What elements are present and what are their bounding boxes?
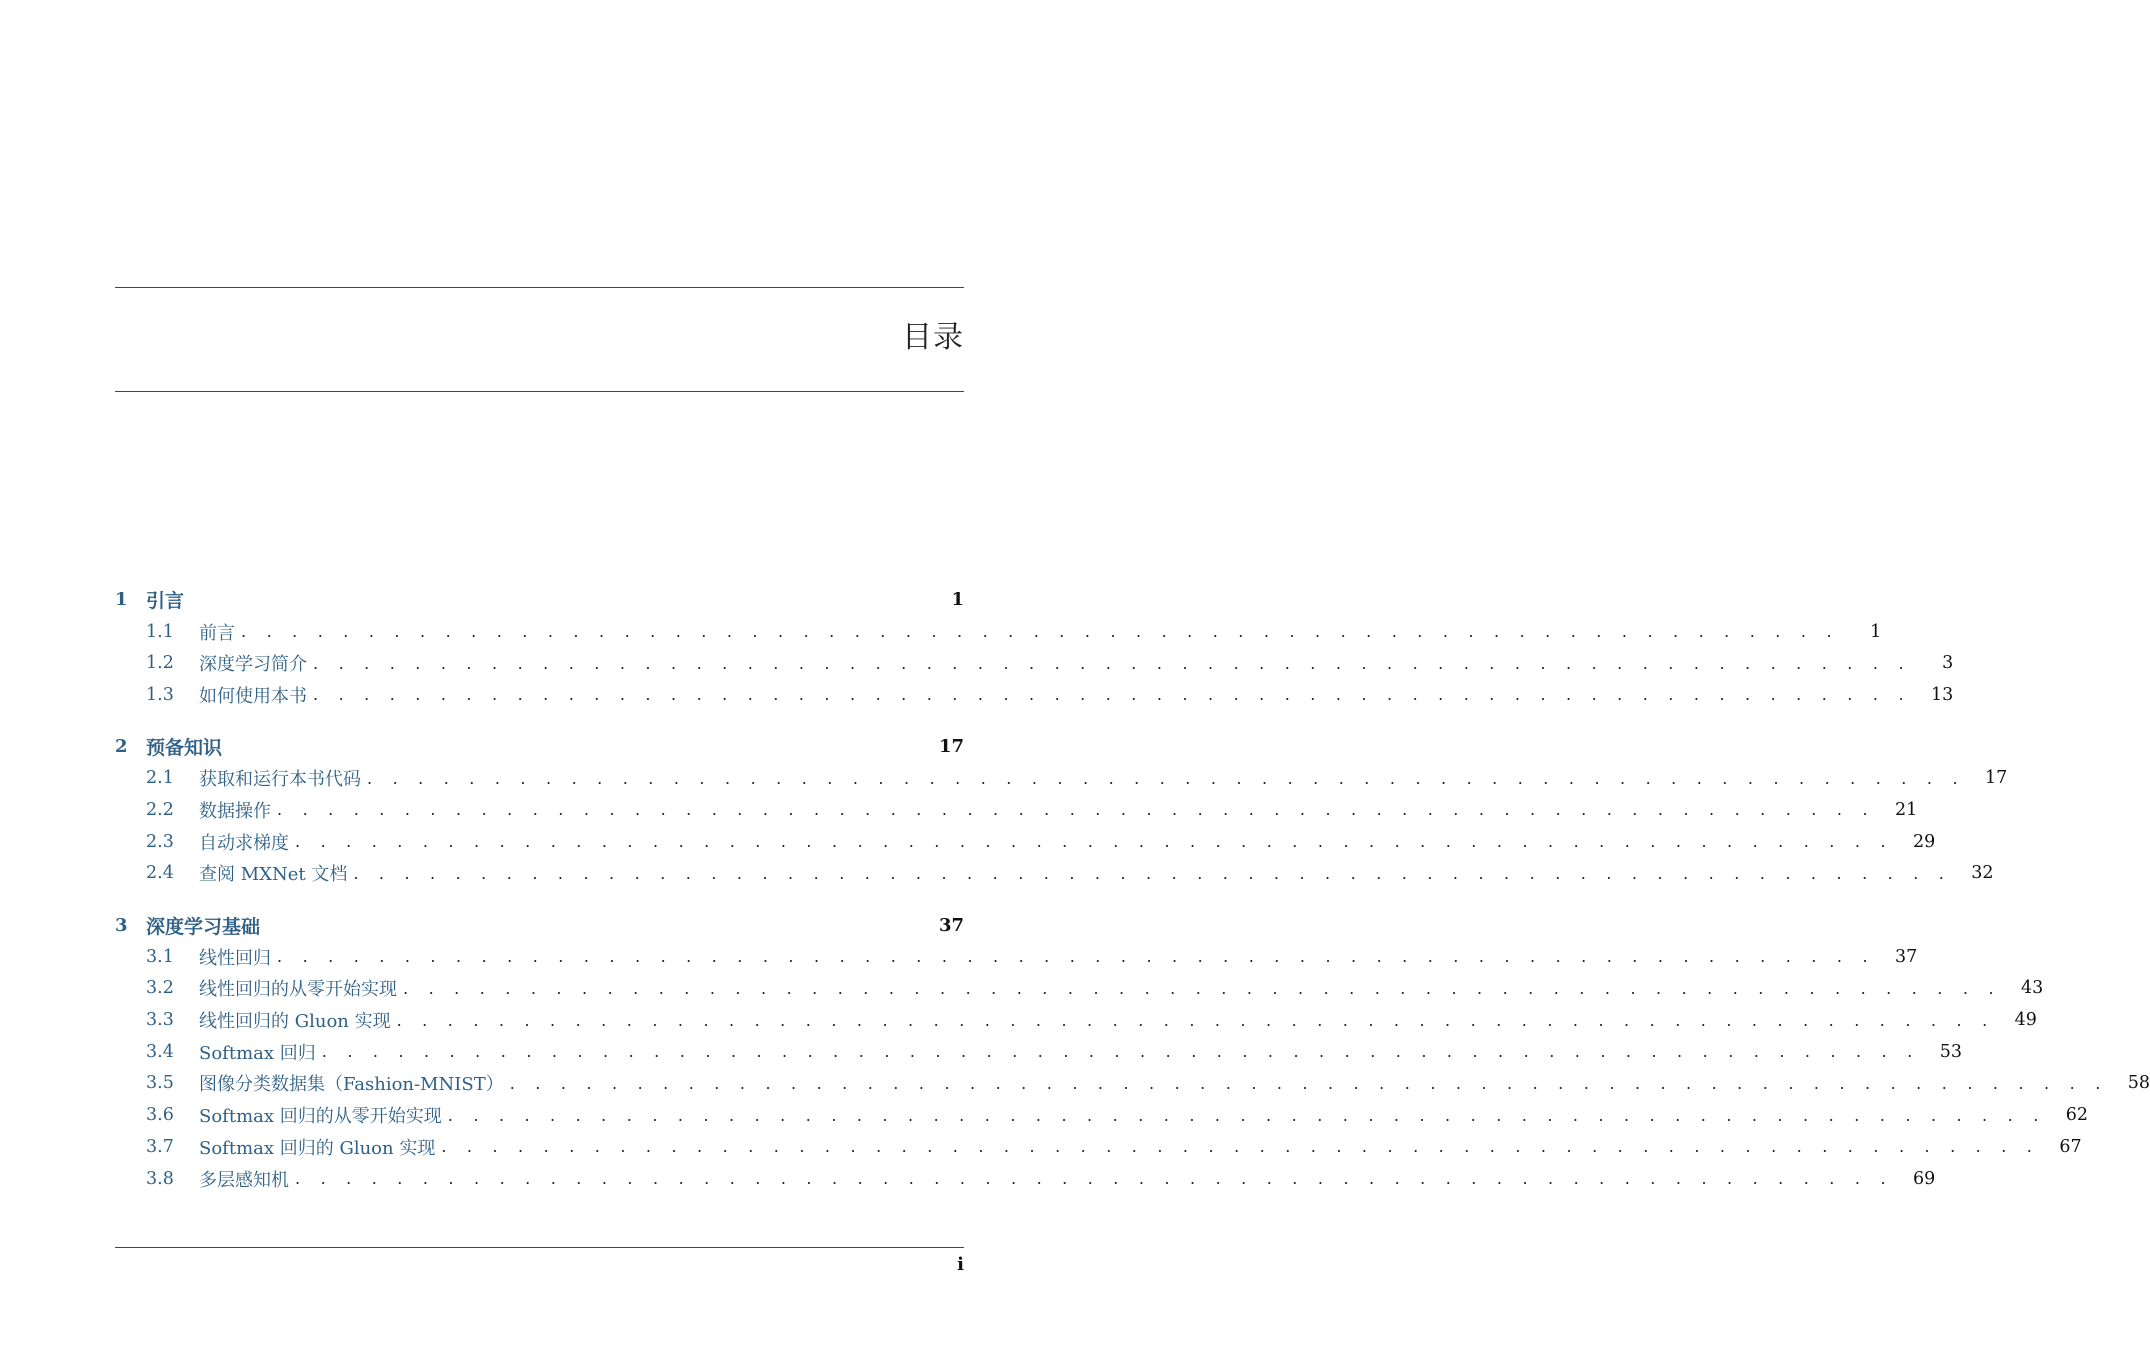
dot-leader: . . . . . . . . . . . . . . . . . . . . . . . . . . . . . . . . . . . . . . . . . . . . . . . . . . . . . . . . . . . . . . .: [367, 768, 1966, 788]
section-title[interactable]: Softmax 回归: [199, 1042, 316, 1064]
section-title[interactable]: 前言: [199, 622, 235, 644]
section-page-number: 53: [1939, 1041, 1962, 1062]
dot-leader: . . . . . . . . . . . . . . . . . . . . . . . . . . . . . . . . . . . . . . . . . . . . . . . . . . . . . . . . . . . . . . .: [241, 622, 1840, 642]
dot-leader: . . . . . . . . . . . . . . . . . . . . . . . . . . . . . . . . . . . . . . . . . . . . . . . . . . . . . . . . . . . . . . .: [313, 653, 1912, 673]
chapter-title[interactable]: 深度学习基础: [146, 915, 261, 938]
section-page-number: 58: [2127, 1073, 2150, 1094]
dot-leader: . . . . . . . . . . . . . . . . . . . . . . . . . . . . . . . . . . . . . . . . . . . . . . . . . . . . . . . . . . . . . . .: [321, 1042, 1920, 1062]
chapter-entry[interactable]: [115, 584, 964, 616]
section-page-number: 43: [2020, 978, 2044, 999]
section-number: 1.1: [146, 621, 174, 642]
section-entry[interactable]: [115, 1131, 2082, 1163]
section-number: 3.4: [146, 1041, 174, 1062]
section-entry[interactable]: [115, 1036, 1962, 1068]
section-number: 3.6: [146, 1105, 174, 1126]
footer-rule: [115, 1247, 964, 1248]
section-number: 2.1: [146, 768, 174, 789]
section-number: 2.4: [146, 863, 174, 884]
section-page-number: 3: [1942, 653, 1954, 674]
dot-leader: . . . . . . . . . . . . . . . . . . . . . . . . . . . . . . . . . . . . . . . . . . . . . . . . . . . . . . . . . . . . . . .: [313, 685, 1912, 705]
chapter-3: [115, 909, 2150, 1194]
section-number: 3.7: [146, 1136, 174, 1157]
dot-leader: . . . . . . . . . . . . . . . . . . . . . . . . . . . . . . . . . . . . . . . . . . . . . . . . . . . . . . . . . . . . . . .: [441, 1137, 2040, 1157]
chapter-entry[interactable]: [115, 731, 964, 763]
chapter-title[interactable]: 预备知识: [146, 737, 223, 760]
section-number: 2.2: [146, 799, 174, 820]
section-number: 2.3: [146, 831, 174, 852]
section-entry[interactable]: [115, 679, 1954, 711]
section-title[interactable]: 线性回归: [199, 947, 271, 969]
section-entry[interactable]: [115, 826, 1936, 858]
section-page-number: 32: [1971, 863, 1994, 884]
dot-leader: . . . . . . . . . . . . . . . . . . . . . . . . . . . . . . . . . . . . . . . . . . . . . . . . . . . . . . . . . . . . . . .: [509, 1073, 2108, 1093]
section-number: 3.1: [146, 946, 174, 967]
section-page-number: 21: [1894, 799, 1918, 820]
chapter-page-number: 37: [938, 914, 964, 936]
section-title[interactable]: 自动求梯度: [199, 832, 289, 854]
section-title[interactable]: 线性回归的从零开始实现: [199, 979, 397, 1001]
section-title[interactable]: 线性回归的 Gluon 实现: [199, 1011, 391, 1033]
section-number: 3.3: [146, 1010, 174, 1031]
section-title[interactable]: 数据操作: [199, 800, 271, 822]
section-title[interactable]: 深度学习简介: [199, 654, 307, 676]
section-title[interactable]: Softmax 回归的 Gluon 实现: [199, 1137, 436, 1159]
section-entry[interactable]: [115, 858, 1994, 890]
section-number: 3.8: [146, 1168, 174, 1189]
section-number: 1.3: [146, 684, 174, 705]
section-number: 3.5: [146, 1073, 174, 1094]
section-title[interactable]: Softmax 回归的从零开始实现: [199, 1106, 442, 1128]
section-page-number: 13: [1930, 684, 1954, 705]
dot-leader: . . . . . . . . . . . . . . . . . . . . . . . . . . . . . . . . . . . . . . . . . . . . . . . . . . . . . . . . . . . . . . .: [353, 863, 1952, 883]
chapter-1: [115, 584, 1954, 711]
section-page-number: 1: [1870, 621, 1882, 642]
dot-leader: . . . . . . . . . . . . . . . . . . . . . . . . . . . . . . . . . . . . . . . . . . . . . . . . . . . . . . . . . . . . . . .: [396, 1010, 1995, 1030]
footer-page-number: i: [957, 1254, 964, 1275]
section-page-number: 17: [1984, 768, 2008, 789]
dot-leader: . . . . . . . . . . . . . . . . . . . . . . . . . . . . . . . . . . . . . . . . . . . . . . . . . . . . . . . . . . . . . . .: [295, 1169, 1894, 1189]
section-entry[interactable]: [115, 1099, 2088, 1131]
chapter-page-number: 1: [951, 589, 964, 611]
dot-leader: . . . . . . . . . . . . . . . . . . . . . . . . . . . . . . . . . . . . . . . . . . . . . . . . . . . . . . . . . . . . . . .: [295, 832, 1894, 852]
section-title[interactable]: 获取和运行本书代码: [199, 769, 361, 791]
section-page-number: 69: [1912, 1168, 1936, 1189]
section-entry[interactable]: [115, 647, 1954, 679]
section-entry[interactable]: [115, 941, 1918, 973]
section-entry[interactable]: [115, 1068, 2150, 1100]
section-title[interactable]: 如何使用本书: [199, 685, 307, 707]
chapter-2: [115, 731, 2008, 889]
section-page-number: 62: [2065, 1105, 2088, 1126]
section-number: 1.2: [146, 653, 174, 674]
section-title[interactable]: 图像分类数据集（Fashion-MNIST）: [199, 1074, 504, 1096]
section-page-number: 37: [1894, 946, 1918, 967]
section-entry[interactable]: [115, 794, 1918, 826]
section-entry[interactable]: [115, 1163, 1936, 1195]
table-of-contents: [115, 584, 2150, 1214]
dot-leader: . . . . . . . . . . . . . . . . . . . . . . . . . . . . . . . . . . . . . . . . . . . . . . . . . . . . . . . . . . . . . . .: [277, 800, 1876, 820]
dot-leader: . . . . . . . . . . . . . . . . . . . . . . . . . . . . . . . . . . . . . . . . . . . . . . . . . . . . . . . . . . . . . . .: [403, 978, 2002, 998]
chapter-entry[interactable]: [115, 909, 964, 941]
dot-leader: . . . . . . . . . . . . . . . . . . . . . . . . . . . . . . . . . . . . . . . . . . . . . . . . . . . . . . . . . . . . . . .: [277, 947, 1876, 967]
section-title[interactable]: 多层感知机: [199, 1169, 289, 1191]
title-bottom-rule: [115, 391, 964, 392]
section-page-number: 29: [1912, 831, 1936, 852]
dot-leader: . . . . . . . . . . . . . . . . . . . . . . . . . . . . . . . . . . . . . . . . . . . . . . . . . . . . . . . . . . . . . . .: [447, 1105, 2046, 1125]
section-title[interactable]: 查阅 MXNet 文档: [199, 864, 348, 886]
title-top-rule: [115, 287, 964, 288]
section-number: 3.2: [146, 978, 174, 999]
chapter-number: 3: [115, 914, 128, 936]
section-page-number: 67: [2059, 1136, 2082, 1157]
section-entry[interactable]: [115, 1004, 2037, 1036]
section-entry[interactable]: [115, 762, 2008, 794]
page-title: 目录: [902, 320, 964, 355]
chapter-number: 2: [115, 736, 128, 758]
chapter-page-number: 17: [938, 736, 964, 758]
section-page-number: 49: [2014, 1010, 2037, 1031]
section-entry[interactable]: [115, 973, 2044, 1005]
chapter-number: 1: [115, 589, 128, 611]
chapter-title[interactable]: 引言: [146, 590, 185, 613]
section-entry[interactable]: [115, 616, 1882, 648]
